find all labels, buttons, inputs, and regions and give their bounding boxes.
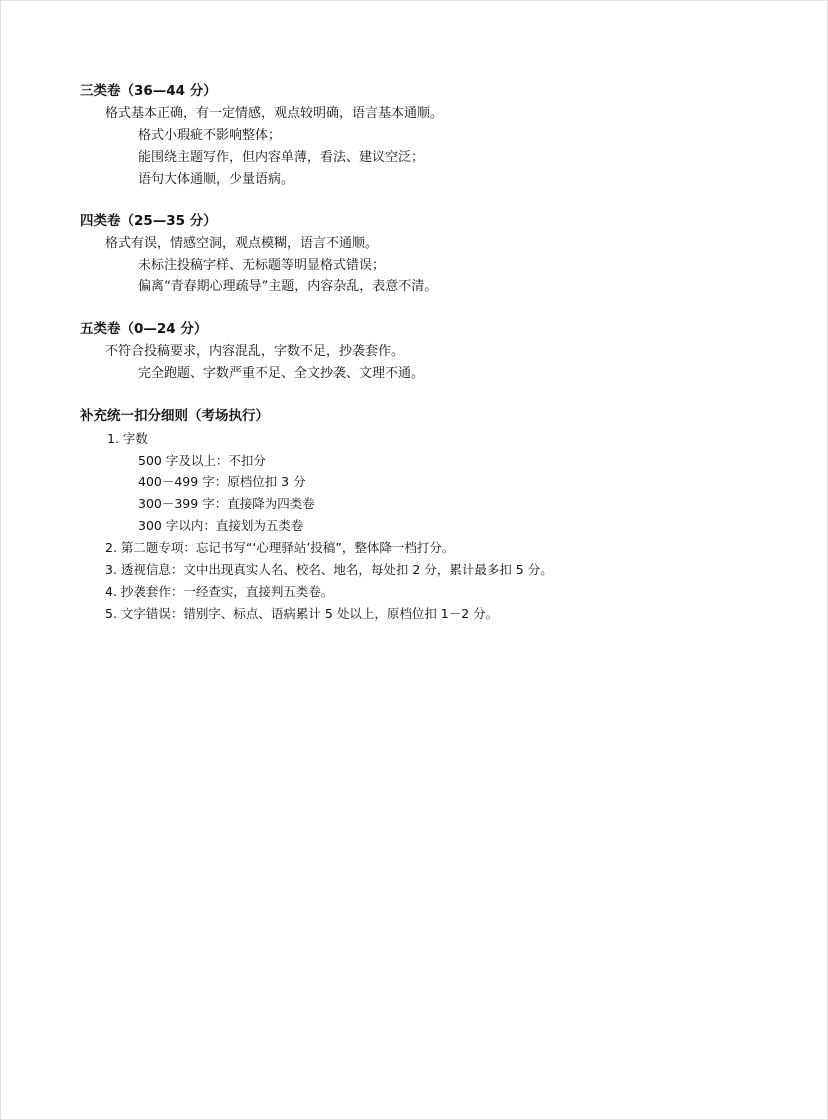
rule-5 — [105, 605, 498, 623]
rule-4-number: 4. — [105, 584, 117, 599]
rule-1-sub-1: 500 字及以上：不扣分 — [138, 453, 266, 468]
section-3-item-1: 格式小瑕疵不影响整体； — [138, 128, 282, 143]
rule-3-number: 3. — [105, 562, 117, 577]
rule-1-sub-2: 400－499 字：原档位扣 3 分 — [138, 474, 306, 489]
rule-1 — [107, 430, 148, 448]
rule-1-sub-4: 300 字以内：直接划为五类卷 — [138, 518, 304, 533]
section-summary-4: 格式有误，情感空洞，观点模糊，语言不通顺。 — [105, 236, 379, 251]
section-heading-5: 五类卷（0—24 分） — [80, 321, 208, 337]
section-4-item-2: 偏离“青春期心理疏导”主题，内容杂乱，表意不清。 — [138, 279, 438, 294]
section-3-item-3: 语句大体通顺，少量语病。 — [138, 172, 295, 187]
rule-3-text: 透视信息：文中出现真实人名、校名、地名，每处扣 2 分，累计最多扣 5 分。 — [120, 562, 553, 577]
rule-5-text: 文字错误：错别字、标点、语病累计 5 处以上，原档位扣 1－2 分。 — [120, 606, 499, 621]
rule-2-number: 2. — [105, 540, 117, 555]
section-heading-4: 四类卷（25—35 分） — [80, 213, 217, 229]
section-summary-3: 格式基本正确，有一定情感，观点较明确，语言基本通顺。 — [105, 106, 444, 121]
rule-3 — [105, 561, 553, 579]
section-heading-3: 三类卷（36—44 分） — [80, 83, 217, 99]
rule-1-number: 1. — [107, 431, 119, 446]
rule-2 — [105, 539, 454, 557]
rule-2-text: 第二题专项：忘记书写“‘心理驿站’投稿”，整体降一档打分。 — [120, 540, 455, 555]
rule-1-sub-3: 300－399 字：直接降为四类卷 — [138, 496, 315, 511]
rule-4-text: 抄袭套作：一经查实，直接判五类卷。 — [120, 584, 334, 599]
section-4-item-1: 未标注投稿字样、无标题等明显格式错误； — [138, 258, 386, 273]
rule-1-text: 字数 — [122, 431, 148, 446]
rule-5-number: 5. — [105, 606, 117, 621]
section-3-item-2: 能围绕主题写作，但内容单薄，看法、建议空泛； — [138, 150, 425, 165]
section-5-item-1: 完全跑题、字数严重不足、全文抄袭、文理不通。 — [138, 366, 425, 381]
supplement-heading: 补充统一扣分细则（考场执行） — [80, 408, 269, 424]
section-summary-5: 不符合投稿要求，内容混乱，字数不足，抄袭套作。 — [105, 344, 405, 359]
rule-4 — [105, 583, 333, 601]
